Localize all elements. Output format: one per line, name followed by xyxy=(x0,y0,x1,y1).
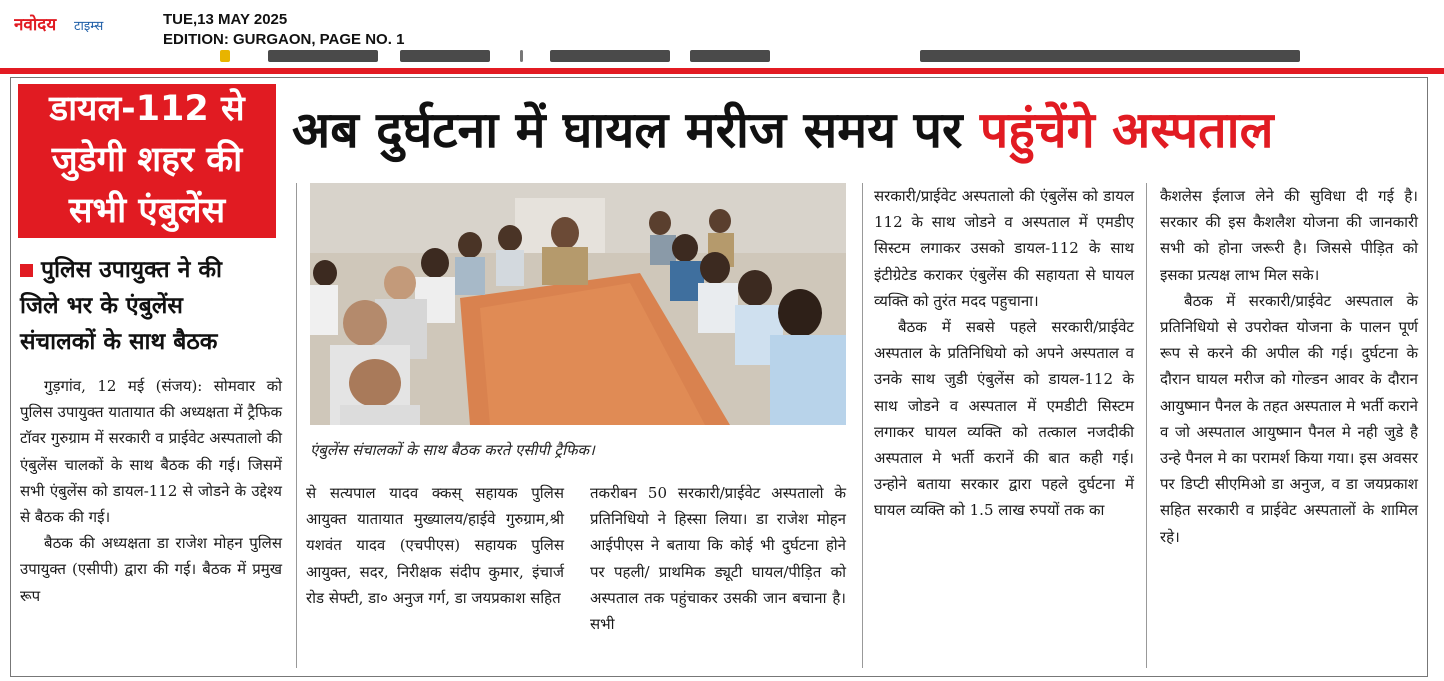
headline-red-part: पहुंचेंगे अस्पताल xyxy=(979,101,1274,159)
paragraph: कैशलेस ईलाज लेने की सुविधा दी गई है। सरकार की इस कैशलैश योजना की जानकारी सभी को होना जरूरी है। जिससे पीड़ित को इसका प्रत्यक्ष लाभ मिल सके। xyxy=(1160,187,1418,284)
side-headline-line: सभी एंबुलेंस xyxy=(68,191,226,231)
article-column-4 xyxy=(874,183,1134,524)
edition-info: EDITION: GURGAON, PAGE NO. 1 xyxy=(163,31,405,48)
article-column-3 xyxy=(590,480,846,637)
edition-date: TUE,13 MAY 2025 xyxy=(163,11,288,28)
paragraph: बैठक में सरकारी/प्राईवेट अस्पताल के प्रतिनिधियो से उपरोक्त योजना के पालन पूर्ण रूप से करने की अपील की गई। दुर्घटना के दौरान घायल मरीज को गोल्डन आवर के दौरान आयुष्मान पैनल के तहत अस्पताल मे भर्ती कराने व जो अस्पताल आयुष्मान पैनल मे नही जुडे है उन्हे पैनल मे का परामर्श किया गया। इस अवसर पर डिप्टी सीएमिओ डा अनुज, व डा जयप्रकाश सहित सरकारी व प्राईवेट अस्पतालों के शामिल रहे। xyxy=(1160,291,1418,546)
article-column-5 xyxy=(1160,183,1418,550)
subheadline xyxy=(20,252,280,360)
subheadline-line: पुलिस उपायुक्त ने की xyxy=(20,252,280,288)
subheadline-line: जिले भर के एंबुलेंस xyxy=(20,293,183,319)
paragraph: सरकारी/प्राईवेट अस्पतालो की एंबुलेंस को डायल 112 के साथ जोडने व अस्पताल में एमडीए सिस्टम लगाकर उसको डायल-112 के साथ इंटीग्रेटेड कराकर एंबुलेंस की सहायता से घायल व्यक्ति को तुरंत मदद पहुचाना। xyxy=(874,187,1134,310)
column-divider xyxy=(1146,183,1147,668)
side-headline-line: डायल-112 से xyxy=(49,89,245,129)
paragraph: बैठक में सबसे पहले सरकारी/प्राईवेट अस्पताल के प्रतिनिधियो को अपने अस्पताल व उनके साथ जुडी एंबुलेंस को डायल-112 के साथ जोडने व अस्पताल में एमडीटी सिस्टम लगाकर घायल व्यक्ति को तत्काल नजदीकी अस्पताल मे भर्ती करानें की बात कही गई। उन्होने बताया सरकार द्वारा पहले दुर्घटना में घायल व्यक्ति को 1.5 लाख रुपयों तक का xyxy=(874,318,1134,520)
main-headline xyxy=(292,88,1422,172)
newspaper-logo xyxy=(14,10,138,36)
side-headline-box xyxy=(18,84,276,238)
header-red-rule xyxy=(0,68,1444,74)
meeting-photo xyxy=(310,183,846,425)
svg-text:टाइम्स: टाइम्स xyxy=(74,19,104,34)
subheadline-line: संचालकों के साथ बैठक xyxy=(20,329,218,355)
paragraph: तकरीबन 50 सरकारी/प्राईवेट अस्पतालो के प्रतिनिधियो ने हिस्सा लिया। डा राजेश मोहन आईपीएस ने बताया कि कोई भी दुर्घटना होने पर पहली/ प्राथमिक ड्यूटी घायल/पीड़ित को अस्पताल तक पहुंचाकर उसकी जान बचाना है। सभी xyxy=(590,484,846,634)
column-divider xyxy=(862,183,863,668)
bullet-square-icon xyxy=(20,264,33,277)
article-column-2 xyxy=(306,480,564,611)
column-divider xyxy=(296,183,297,668)
paragraph: गुड़गांव, 12 मई (संजय): सोमवार को पुलिस उपायुक्त यातायात की अध्यक्षता में ट्रैफिक टॉवर गुरुग्राम में सरकारी व प्राईवेट अस्पतालो की एंबुलेंस चालकों के साथ बैठक की गई। जिसमें सभी एंबुलेंस को डायल-112 से जोडने के उद्देश्य से बैठक की गई। xyxy=(20,377,282,527)
paragraph: बैठक की अध्यक्षता डा राजेश मोहन पुलिस उपायुक्त (एसीपी) द्वारा की गई। बैठक में प्रमुख रूप xyxy=(20,534,282,605)
article-column-1 xyxy=(20,373,282,609)
epaper-header xyxy=(0,0,1444,68)
cropped-previous-text xyxy=(220,48,1310,64)
headline-black-part: अब दुर्घटना में घायल मरीज समय पर xyxy=(292,101,963,159)
photo-caption: एंबुलेंस संचालकों के साथ बैठक करते एसीपी ट्रैफिक। xyxy=(310,441,595,459)
side-headline-line: जुडेगी शहर की xyxy=(51,140,243,180)
svg-text:नवोदय: नवोदय xyxy=(14,15,57,35)
paragraph: से सत्यपाल यादव क्कस् सहायक पुलिस आयुक्त यातायात मुख्यालय/हाईवे गुरुग्राम,श्री यशवंत यादव (एचपीएस) सहायक पुलिस आयुक्त, सदर, निरीक्षक संदीप कुमार, इंचार्ज रोड सेफ्टी, डा० अनुज गर्ग, डा जयप्रकाश सहित xyxy=(306,484,564,607)
